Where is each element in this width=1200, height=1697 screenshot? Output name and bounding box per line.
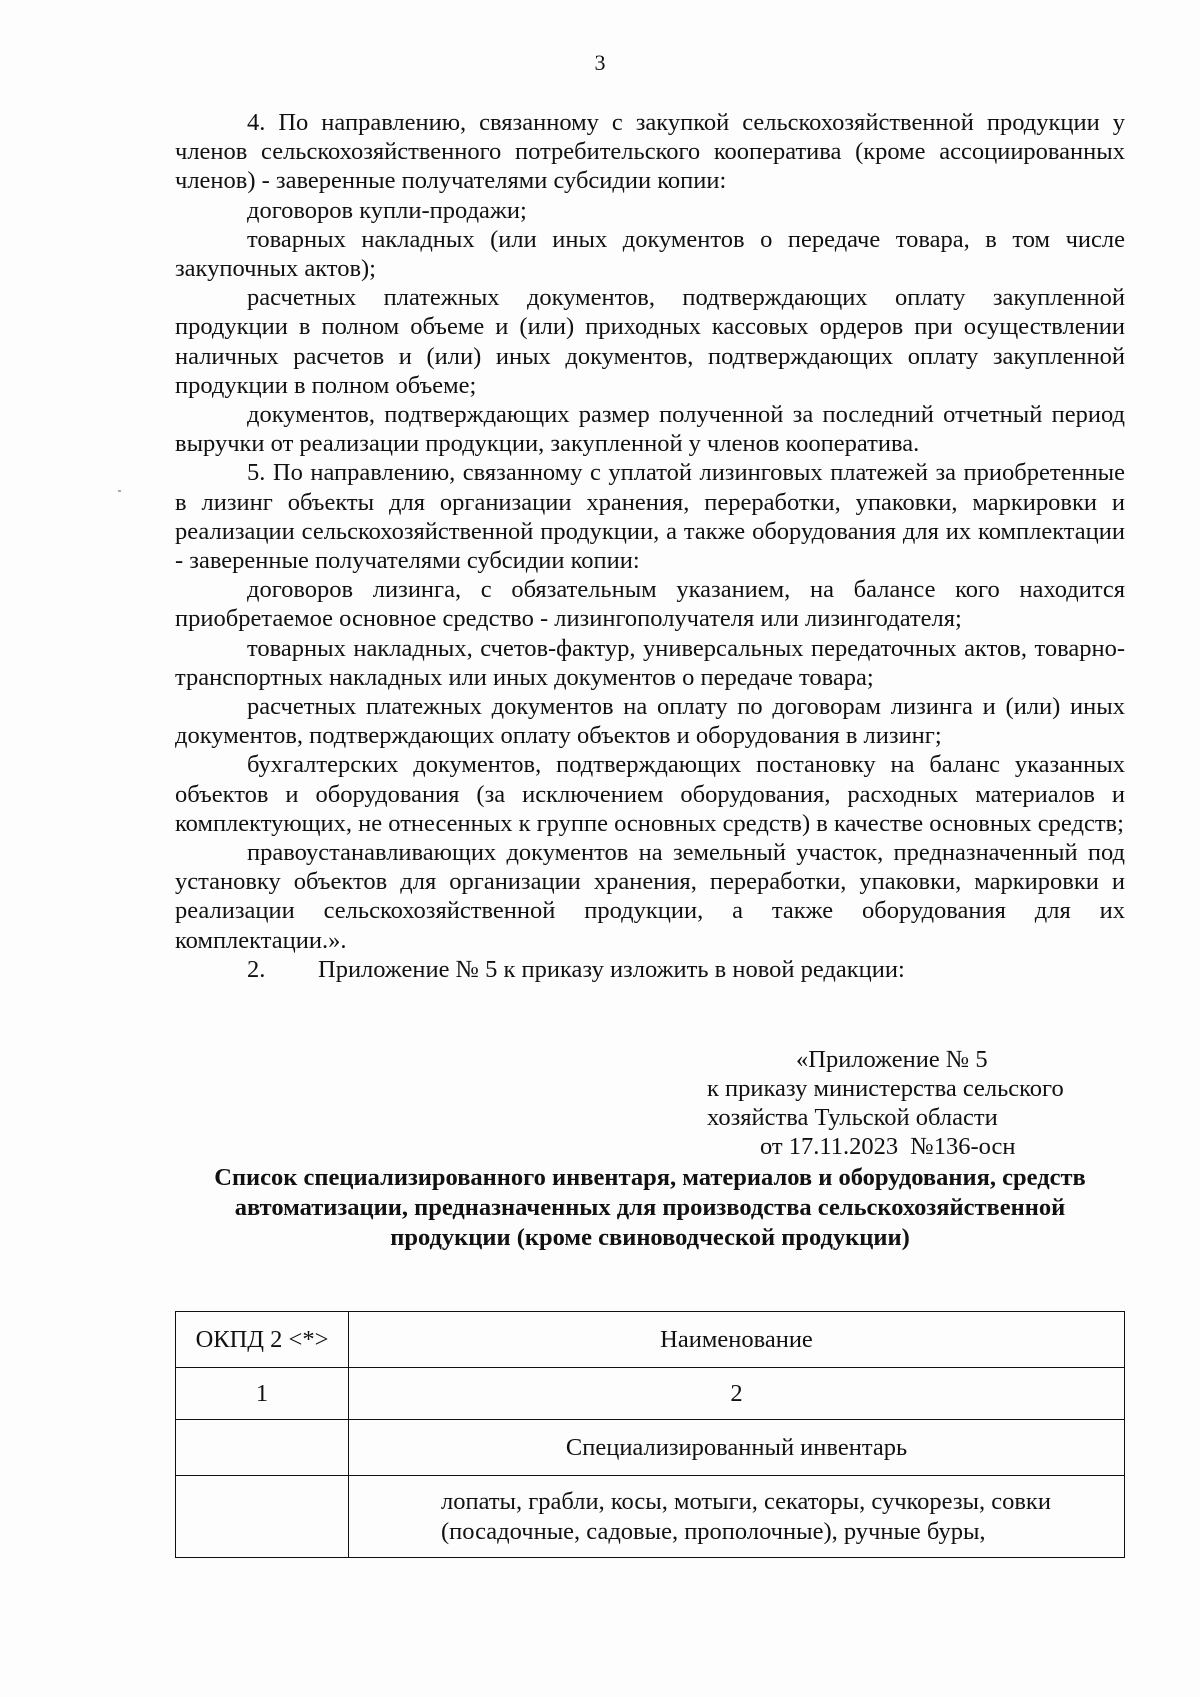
equipment-table [175,1311,1125,1558]
body-text [175,108,1125,984]
paragraph: документов, подтверждающих размер полученной за последний отчетный период выручки от реализации продукции, закупленной у членов кооператива. [175,401,1125,458]
paragraph: товарных накладных, счетов-фактур, универсальных передаточных актов, товарно-транспортных накладных или иных документов о передаче товара; [175,634,1125,691]
table-section-row [176,1420,1125,1476]
table-cell-name: лопаты, грабли, косы, мотыги, секаторы, сучкорезы, совки (посадочные, садовые, прополочные), ручные буры, [349,1476,1125,1558]
appendix-line: «Приложение № 5 [796,1046,988,1073]
column-number: 2 [349,1368,1125,1420]
table-cell [176,1420,349,1476]
table-row [176,1476,1125,1558]
paragraph-item-5: 5. По направлению, связанному с уплатой лизинговых платежей за приобретенные в лизинг объекты для организации хранения, переработки, упаковки, маркировки и реализации сельскохозяйственной продукции, а также оборудования для их комплектации - заверенные получателями субсидии копии: [175,459,1125,575]
page-number: 3 [594,50,606,75]
table-cell [176,1476,349,1558]
list-heading: Список специализированного инвентаря, материалов и оборудования, средств автоматизации, предназначенных для производства сельскохозяйственной продукции (кроме свиноводческой продукции) [214,1164,1086,1251]
paragraph-item-2 [175,955,1125,984]
appendix-line: к приказу министерства сельского [707,1075,1064,1102]
paragraph: товарных накладных (или иных документов о передаче товара, в том числе закупочных актов); [175,225,1125,283]
scan-mark [118,490,121,492]
paragraph: расчетных платежных документов, подтверждающих оплату закупленной продукции в полном объеме и (или) приходных кассовых ордеров при осуществлении наличных расчетов и (или) иных документов, подтверждающих оплату закупленной продукции в полном объеме; [175,284,1125,399]
paragraph: правоустанавливающих документов на земельный участок, предназначенный под установку объектов для организации хранения, переработки, упаковки, маркировки и реализации сельскохозяйственной продукции, а также оборудования для их комплектации.». [175,839,1125,954]
column-number: 1 [176,1368,349,1420]
column-header-okpd: ОКПД 2 <*> [176,1312,349,1368]
paragraph-item-4: 4. По направлению, связанному с закупкой сельскохозяйственной продукции у членов сельскохозяйственного потребительского кооператива (кроме ассоциированных членов) - заверенные получателями субсидии копии: [175,109,1125,195]
paragraph: договоров лизинга, с обязательным указанием, на балансе кого находится приобретаемое основное средство - лизингополучателя или лизингодателя; [175,576,1125,633]
appendix-line: хозяйства Тульской области [707,1104,998,1131]
paragraph: бухгалтерских документов, подтверждающих постановку на баланс указанных объектов и оборудования (за исключением оборудования, расходных материалов и комплектующих, не отнесенных к группе основных средств) в качестве основных средств; [175,751,1125,837]
appendix-date-number: от 17.11.2023 №136-осн [760,1133,1016,1160]
item-2-number: 2. [247,955,266,983]
column-header-name: Наименование [349,1312,1125,1368]
paragraph: расчетных платежных документов на оплату по договорам лизинга и (или) иных документов, подтверждающих оплату объектов и оборудования в лизинг; [175,693,1125,750]
table-number-row [176,1368,1125,1420]
section-title: Специализированный инвентарь [349,1420,1125,1476]
paragraph: договоров купли-продажи; [247,196,527,224]
item-2-text: Приложение № 5 к приказу изложить в новой редакции: [318,955,905,983]
table-header-row [176,1312,1125,1368]
